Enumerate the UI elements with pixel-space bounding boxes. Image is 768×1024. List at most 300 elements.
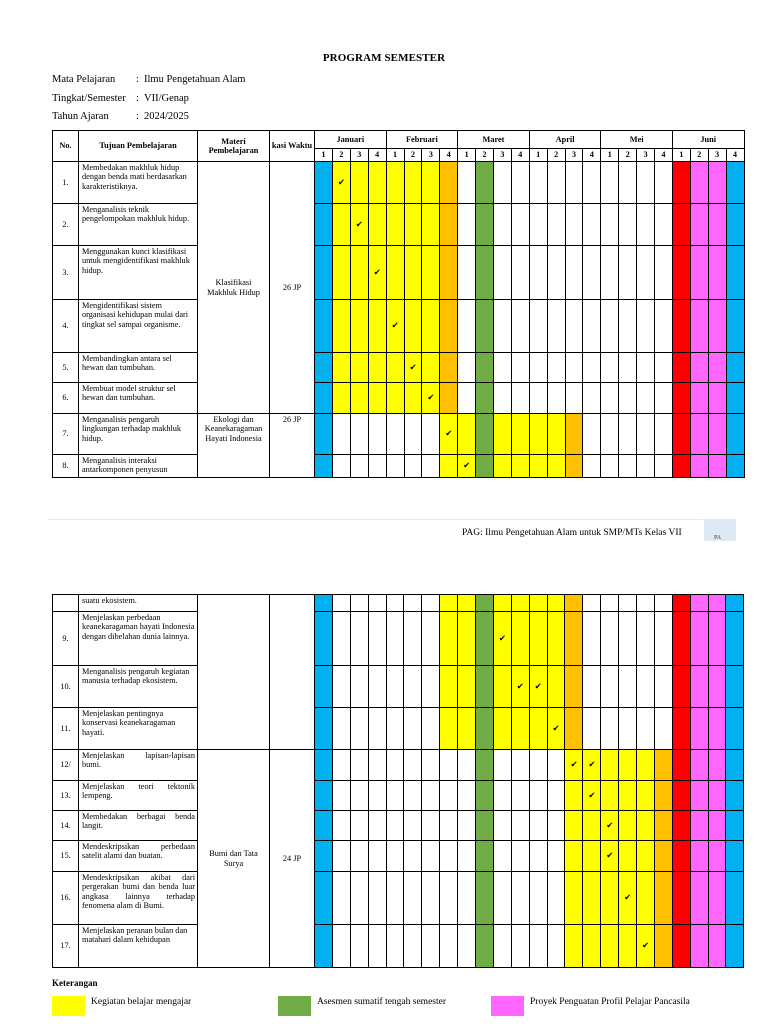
- week-cell: [404, 300, 422, 353]
- week-cell: [422, 666, 440, 708]
- row-objective: Menggunakan kunci klasifikasi untuk mengidentifikasi makhluk hidup.: [79, 246, 198, 300]
- week-cell: [672, 750, 690, 781]
- week-cell: [315, 872, 333, 925]
- check-mark-icon: ✔: [516, 681, 524, 691]
- week-cell: [440, 811, 458, 841]
- week-cell: [493, 666, 511, 708]
- week-cell: [493, 750, 511, 781]
- week-cell: [368, 872, 386, 925]
- week-cell: [637, 595, 655, 612]
- week-cell: [440, 414, 458, 455]
- row-number: 5.: [53, 353, 79, 383]
- week-cell: [583, 162, 601, 204]
- week-cell: [672, 162, 690, 204]
- week-cell: [458, 781, 476, 811]
- week-cell: [529, 246, 547, 300]
- table-row: [53, 781, 744, 811]
- week-cell: [565, 872, 583, 925]
- week-cell: [458, 300, 476, 353]
- week-cell: [332, 162, 350, 204]
- week-cell: [476, 811, 494, 841]
- week-cell: [547, 666, 565, 708]
- week-cell: [440, 781, 458, 811]
- row-objective: Menganalisis pengaruh lingkungan terhadap makhluk hidup.: [79, 414, 198, 455]
- header-month: April: [529, 131, 601, 149]
- week-cell: [583, 414, 601, 455]
- week-cell: [708, 872, 726, 925]
- row-number: [53, 595, 79, 612]
- week-cell: [440, 300, 458, 353]
- check-mark-icon: ✔: [606, 851, 614, 861]
- week-cell: [422, 455, 440, 478]
- week-cell: [565, 612, 583, 666]
- week-cell: [672, 612, 690, 666]
- week-cell: [601, 353, 619, 383]
- check-mark-icon: ✔: [337, 177, 345, 187]
- week-cell: [726, 811, 744, 841]
- week-cell: [726, 204, 744, 246]
- week-cell: [332, 781, 350, 811]
- week-cell: [583, 300, 601, 353]
- week-cell: [601, 708, 619, 750]
- legend-title: Keterangan: [52, 978, 98, 988]
- row-objective: Menganalisis teknik pengelompokan makhluk hidup.: [79, 204, 198, 246]
- week-cell: [690, 162, 708, 204]
- week-cell: [440, 353, 458, 383]
- week-cell: [368, 204, 386, 246]
- page-divider: [48, 519, 703, 520]
- table-row: [53, 872, 744, 925]
- row-number: 1.: [53, 162, 79, 204]
- legend-item: [491, 996, 690, 1016]
- row-number: 9.: [53, 612, 79, 666]
- week-cell: [637, 383, 655, 414]
- week-cell: [601, 925, 619, 968]
- week-cell: [511, 353, 529, 383]
- week-cell: [476, 595, 494, 612]
- week-cell: [332, 353, 350, 383]
- check-mark-icon: ✔: [373, 267, 381, 277]
- row-objective: Menjelaskan peranan bulan dan matahari dalam kehidupan: [79, 925, 198, 968]
- week-cell: [547, 414, 565, 455]
- week-cell: [565, 455, 583, 478]
- header-month: Maret: [458, 131, 530, 149]
- week-cell: [368, 383, 386, 414]
- week-cell: [565, 811, 583, 841]
- week-cell: [547, 246, 565, 300]
- week-cell: [350, 300, 368, 353]
- week-cell: [619, 353, 637, 383]
- week-cell: [672, 925, 690, 968]
- week-cell: [672, 811, 690, 841]
- semester-program-table-continued: [52, 594, 744, 968]
- week-cell: [565, 708, 583, 750]
- week-cell: [672, 204, 690, 246]
- week-cell: [350, 872, 368, 925]
- week-cell: [368, 841, 386, 872]
- week-cell: [493, 455, 511, 478]
- week-cell: [690, 246, 708, 300]
- row-objective: Membedakan berbagai benda langit.: [79, 811, 198, 841]
- week-cell: [601, 455, 619, 478]
- check-mark-icon: ✔: [445, 429, 453, 439]
- week-cell: [315, 353, 333, 383]
- week-cell: [476, 246, 494, 300]
- week-cell: [565, 666, 583, 708]
- week-cell: [708, 925, 726, 968]
- row-number: 7.: [53, 414, 79, 455]
- week-cell: [332, 204, 350, 246]
- week-cell: [511, 708, 529, 750]
- week-cell: [493, 612, 511, 666]
- week-cell: [601, 300, 619, 353]
- week-cell: [547, 595, 565, 612]
- week-cell: [547, 750, 565, 781]
- check-mark-icon: ✔: [588, 790, 596, 800]
- document-title: PROGRAM SEMESTER: [322, 52, 446, 64]
- week-cell: [655, 414, 673, 455]
- table-row: [53, 612, 744, 666]
- week-cell: [493, 781, 511, 811]
- week-cell: [315, 204, 333, 246]
- legend-label: Asesmen sumatif tengah semester: [317, 997, 447, 1007]
- week-cell: [619, 414, 637, 455]
- week-cell: [350, 353, 368, 383]
- row-number: 3.: [53, 246, 79, 300]
- week-cell: [368, 708, 386, 750]
- week-cell: [619, 750, 637, 781]
- week-cell: [565, 595, 583, 612]
- week-cell: [637, 781, 655, 811]
- week-cell: [422, 595, 440, 612]
- week-cell: [315, 455, 333, 478]
- week-cell: [315, 811, 333, 841]
- week-cell: [547, 353, 565, 383]
- week-cell: [458, 811, 476, 841]
- week-cell: [708, 383, 726, 414]
- week-cell: [565, 750, 583, 781]
- week-cell: [422, 246, 440, 300]
- week-cell: [404, 612, 422, 666]
- week-cell: [619, 204, 637, 246]
- week-cell: [368, 162, 386, 204]
- check-mark-icon: ✔: [642, 941, 649, 951]
- week-cell: [690, 414, 708, 455]
- week-cell: [440, 612, 458, 666]
- week-cell: [708, 162, 726, 204]
- week-cell: [422, 612, 440, 666]
- week-cell: [386, 841, 404, 872]
- table-row: [53, 300, 745, 353]
- week-cell: [529, 353, 547, 383]
- week-cell: [422, 300, 440, 353]
- row-number: 11.: [53, 708, 79, 750]
- week-cell: [368, 781, 386, 811]
- week-cell: [440, 666, 458, 708]
- week-cell: [619, 872, 637, 925]
- week-cell: [637, 246, 655, 300]
- week-cell: [601, 595, 619, 612]
- week-cell: [511, 781, 529, 811]
- week-cell: [637, 750, 655, 781]
- week-cell: [511, 841, 529, 872]
- legend-label: Kegiatan belajar mengajar: [91, 997, 192, 1007]
- row-objective: Menjelaskan lapisan-lapisan bumi.: [79, 750, 198, 781]
- week-cell: [368, 811, 386, 841]
- week-cell: [672, 414, 690, 455]
- week-cell: [458, 595, 476, 612]
- week-cell: [547, 811, 565, 841]
- week-cell: [404, 383, 422, 414]
- week-cell: [690, 595, 708, 612]
- meta-key: Mata Pelajaran: [52, 74, 116, 85]
- week-cell: [529, 300, 547, 353]
- week-cell: [637, 204, 655, 246]
- week-cell: [637, 666, 655, 708]
- week-cell: [511, 204, 529, 246]
- week-cell: [386, 300, 404, 353]
- row-objective: Membuat model struktur sel hewan dan tumbuhan.: [79, 383, 198, 414]
- week-cell: [601, 612, 619, 666]
- row-number: 10.: [53, 666, 79, 708]
- week-cell: [386, 204, 404, 246]
- meta-sep: :: [136, 111, 139, 122]
- week-cell: [404, 353, 422, 383]
- week-cell: [458, 750, 476, 781]
- week-cell: [422, 414, 440, 455]
- row-number: 16.: [53, 872, 79, 925]
- week-cell: [476, 383, 494, 414]
- week-cell: [422, 162, 440, 204]
- week-cell: [511, 300, 529, 353]
- meta-value: Ilmu Pengetahuan Alam: [144, 74, 246, 85]
- week-cell: [726, 750, 744, 781]
- row-number: 13.: [53, 781, 79, 811]
- week-cell: [637, 414, 655, 455]
- week-cell: [476, 925, 494, 968]
- week-cell: [619, 162, 637, 204]
- week-cell: [476, 162, 494, 204]
- week-cell: [672, 841, 690, 872]
- week-cell: [654, 666, 672, 708]
- week-cell: [511, 872, 529, 925]
- row-objective: suatu ekosistem.: [79, 595, 198, 612]
- week-cell: [529, 414, 547, 455]
- week-cell: [386, 666, 404, 708]
- week-cell: [637, 925, 655, 968]
- week-cell: [511, 666, 529, 708]
- week-cell: [601, 204, 619, 246]
- row-objective: Mengidentifikasi sistem organisasi kehidupan mulai dari tingkat sel sampai organisme.: [79, 300, 198, 353]
- week-cell: [708, 246, 726, 300]
- week-cell: [529, 162, 547, 204]
- week-cell: [404, 666, 422, 708]
- week-cell: [690, 872, 708, 925]
- header-no: No.: [53, 131, 79, 162]
- week-cell: [619, 666, 637, 708]
- week-cell: [583, 781, 601, 811]
- table-row: [53, 353, 745, 383]
- week-cell: [404, 811, 422, 841]
- table-row: [53, 811, 744, 841]
- header-materi: Materi Pembelajaran: [198, 131, 270, 162]
- week-cell: [368, 300, 386, 353]
- week-cell: [672, 455, 690, 478]
- week-cell: [655, 353, 673, 383]
- header-week: 3: [708, 149, 726, 162]
- header-alokasi: kasi Waktu: [270, 131, 315, 162]
- week-cell: [601, 666, 619, 708]
- week-cell: [529, 455, 547, 478]
- week-cell: [619, 811, 637, 841]
- week-cell: [332, 925, 350, 968]
- week-cell: [386, 750, 404, 781]
- week-cell: [458, 872, 476, 925]
- legend-item: [278, 996, 446, 1016]
- week-cell: [690, 383, 708, 414]
- week-cell: [332, 666, 350, 708]
- week-cell: [386, 811, 404, 841]
- check-mark-icon: ✔: [534, 681, 542, 691]
- semester-program-table: [52, 130, 745, 478]
- week-cell: [458, 925, 476, 968]
- week-cell: [726, 666, 744, 708]
- week-cell: [386, 925, 404, 968]
- week-cell: [440, 708, 458, 750]
- row-number: 14.: [53, 811, 79, 841]
- week-cell: [708, 455, 726, 478]
- table-row: [53, 708, 744, 750]
- week-cell: [529, 708, 547, 750]
- week-cell: [565, 246, 583, 300]
- week-cell: [583, 353, 601, 383]
- week-cell: [315, 841, 333, 872]
- week-cell: [315, 162, 333, 204]
- week-cell: [708, 204, 726, 246]
- week-cell: [476, 612, 494, 666]
- week-cell: [708, 781, 726, 811]
- week-cell: [565, 162, 583, 204]
- week-cell: [511, 455, 529, 478]
- week-cell: [529, 612, 547, 666]
- week-cell: [476, 872, 494, 925]
- week-cell: [619, 708, 637, 750]
- week-cell: [547, 872, 565, 925]
- week-cell: [529, 595, 547, 612]
- week-cell: [547, 162, 565, 204]
- week-cell: [422, 872, 440, 925]
- week-cell: [637, 872, 655, 925]
- week-cell: [565, 353, 583, 383]
- week-cell: [547, 300, 565, 353]
- week-cell: [529, 383, 547, 414]
- week-cell: [315, 383, 333, 414]
- week-cell: [332, 872, 350, 925]
- table-row: [53, 841, 744, 872]
- week-cell: [619, 383, 637, 414]
- week-cell: [672, 595, 690, 612]
- week-cell: [422, 925, 440, 968]
- week-cell: [350, 455, 368, 478]
- week-cell: [547, 383, 565, 414]
- week-cell: [350, 595, 368, 612]
- week-cell: [547, 612, 565, 666]
- week-cell: [350, 841, 368, 872]
- week-cell: [476, 750, 494, 781]
- week-cell: [332, 612, 350, 666]
- row-objective: Menjelaskan pentingnya konservasi keanekaragaman hayati.: [79, 708, 198, 750]
- week-cell: [511, 811, 529, 841]
- header-week: 1: [386, 149, 404, 162]
- week-cell: [476, 841, 494, 872]
- week-cell: [440, 383, 458, 414]
- week-cell: [583, 841, 601, 872]
- week-cell: [583, 811, 601, 841]
- week-cell: [690, 811, 708, 841]
- row-objective: Menganalisis interaksi antarkomponen penyusun: [79, 455, 198, 478]
- table-row: [53, 383, 745, 414]
- week-cell: [672, 383, 690, 414]
- week-cell: [672, 781, 690, 811]
- week-cell: [422, 204, 440, 246]
- header-month: Januari: [315, 131, 387, 149]
- week-cell: [458, 383, 476, 414]
- week-cell: [493, 841, 511, 872]
- week-cell: [726, 925, 744, 968]
- week-cell: [511, 925, 529, 968]
- week-cell: [458, 612, 476, 666]
- week-cell: [458, 414, 476, 455]
- week-cell: [493, 414, 511, 455]
- week-cell: [672, 708, 690, 750]
- week-cell: [404, 246, 422, 300]
- week-cell: [565, 300, 583, 353]
- week-cell: [350, 750, 368, 781]
- week-cell: [350, 925, 368, 968]
- week-cell: [493, 872, 511, 925]
- week-cell: [386, 246, 404, 300]
- week-cell: [404, 841, 422, 872]
- week-cell: [529, 204, 547, 246]
- week-cell: [350, 612, 368, 666]
- row-material: Bumi dan Tata Surya: [198, 750, 270, 968]
- week-cell: [637, 612, 655, 666]
- week-cell: [655, 455, 673, 478]
- week-cell: [726, 383, 744, 414]
- week-cell: [583, 612, 601, 666]
- check-mark-icon: ✔: [552, 723, 560, 733]
- week-cell: [458, 353, 476, 383]
- legend-item: [52, 996, 191, 1016]
- week-cell: [493, 162, 511, 204]
- week-cell: [440, 455, 458, 478]
- week-cell: [583, 595, 601, 612]
- week-cell: [315, 750, 333, 781]
- week-cell: [619, 300, 637, 353]
- week-cell: [386, 595, 404, 612]
- week-cell: [332, 595, 350, 612]
- week-cell: [458, 841, 476, 872]
- week-cell: [529, 811, 547, 841]
- week-cell: [315, 414, 333, 455]
- week-cell: [655, 300, 673, 353]
- page-footer: PAG: Ilmu Pengetahuan Alam untuk SMP/MTs Kelas VII: [462, 528, 682, 538]
- week-cell: [672, 353, 690, 383]
- meta-value: 2024/2025: [144, 111, 189, 122]
- week-cell: [476, 708, 494, 750]
- header-week: 3: [422, 149, 440, 162]
- week-cell: [404, 872, 422, 925]
